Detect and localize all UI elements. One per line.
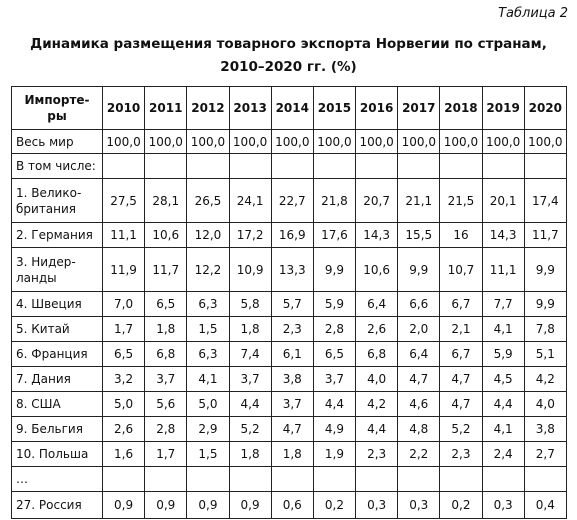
value-cell: 4,7 [440,367,482,392]
country-cell [12,342,103,367]
table-row [12,467,567,492]
country-cell [12,292,103,317]
country-name-line: 7. Дания [16,372,71,386]
value-cell: 3,8 [524,417,566,442]
year-header: 2015 [313,87,355,130]
value-cell [440,467,482,492]
value-cell: 4,1 [482,317,524,342]
value-cell: 9,9 [524,292,566,317]
value-cell: 4,2 [524,367,566,392]
country-name-line: 9. Бельгия [16,422,83,436]
table-row [12,367,567,392]
value-cell: 4,4 [313,392,355,417]
year-header: 2020 [524,87,566,130]
value-cell: 0,6 [271,492,313,519]
value-cell: 0,4 [524,492,566,519]
value-cell: 4,7 [398,367,440,392]
value-cell [145,154,187,179]
value-cell: 11,9 [103,248,145,292]
country-cell [12,467,103,492]
year-header: 2016 [356,87,398,130]
value-cell [229,467,271,492]
value-cell: 6,4 [356,292,398,317]
value-cell: 21,5 [440,179,482,223]
value-cell: 2,0 [398,317,440,342]
value-cell: 21,8 [313,179,355,223]
country-cell [12,442,103,467]
country-name-line: … [16,472,28,486]
value-cell: 6,5 [103,342,145,367]
value-cell: 2,6 [103,417,145,442]
value-cell: 1,7 [103,317,145,342]
value-cell: 6,8 [356,342,398,367]
value-cell: 4,4 [356,417,398,442]
value-cell: 2,7 [524,442,566,467]
table-row [12,248,567,292]
value-cell: 5,6 [145,392,187,417]
value-cell: 100,0 [524,130,566,154]
value-cell: 14,3 [356,223,398,248]
value-cell: 4,0 [356,367,398,392]
country-cell [12,248,103,292]
importers-header [12,87,103,130]
value-cell: 100,0 [356,130,398,154]
country-cell [12,179,103,223]
year-header: 2019 [482,87,524,130]
value-cell: 12,0 [187,223,229,248]
value-cell: 2,3 [356,442,398,467]
value-cell: 0,9 [187,492,229,519]
value-cell: 16,9 [271,223,313,248]
value-cell: 9,9 [313,248,355,292]
value-cell: 5,8 [229,292,271,317]
value-cell: 11,1 [482,248,524,292]
value-cell: 4,5 [482,367,524,392]
value-cell [440,154,482,179]
country-cell [12,317,103,342]
value-cell [271,467,313,492]
value-cell: 1,8 [229,442,271,467]
value-cell: 4,7 [271,417,313,442]
table-row [12,179,567,223]
value-cell [187,154,229,179]
value-cell: 4,1 [482,417,524,442]
value-cell: 2,6 [356,317,398,342]
value-cell: 4,8 [398,417,440,442]
value-cell: 11,1 [103,223,145,248]
country-name-line: 4. Швеция [16,297,82,311]
value-cell: 3,8 [271,367,313,392]
value-cell: 15,5 [398,223,440,248]
value-cell: 100,0 [229,130,271,154]
value-cell: 3,7 [313,367,355,392]
year-header: 2011 [145,87,187,130]
value-cell [482,154,524,179]
value-cell [524,467,566,492]
value-cell: 5,9 [482,342,524,367]
country-name-line: 6. Франция [16,347,88,361]
value-cell: 9,9 [524,248,566,292]
year-header: 2012 [187,87,229,130]
table-body [12,130,567,519]
value-cell: 27,5 [103,179,145,223]
value-cell: 2,2 [398,442,440,467]
country-name-line: 10. Польша [16,447,89,461]
value-cell: 5,0 [187,392,229,417]
table-row [12,130,567,154]
value-cell: 6,1 [271,342,313,367]
value-cell: 10,9 [229,248,271,292]
value-cell: 28,1 [145,179,187,223]
value-cell: 100,0 [187,130,229,154]
value-cell [313,467,355,492]
value-cell: 7,0 [103,292,145,317]
value-cell: 3,2 [103,367,145,392]
value-cell: 100,0 [440,130,482,154]
value-cell: 6,3 [187,342,229,367]
value-cell: 22,7 [271,179,313,223]
value-cell: 7,7 [482,292,524,317]
value-cell: 1,8 [271,442,313,467]
value-cell: 2,3 [440,442,482,467]
value-cell: 2,1 [440,317,482,342]
value-cell [187,467,229,492]
value-cell: 5,0 [103,392,145,417]
country-name-line: 8. США [16,397,61,411]
value-cell: 1,9 [313,442,355,467]
value-cell: 4,6 [398,392,440,417]
value-cell: 9,9 [398,248,440,292]
year-header: 2013 [229,87,271,130]
value-cell: 17,6 [313,223,355,248]
value-cell: 4,4 [229,392,271,417]
value-cell: 1,5 [187,442,229,467]
value-cell: 4,4 [482,392,524,417]
value-cell: 0,2 [440,492,482,519]
value-cell: 24,1 [229,179,271,223]
value-cell: 6,7 [440,292,482,317]
table-caption: Таблица 2 [498,6,568,21]
table-row [12,492,567,519]
country-cell [12,492,103,519]
value-cell: 0,3 [356,492,398,519]
value-cell [524,154,566,179]
country-cell [12,392,103,417]
value-cell: 17,2 [229,223,271,248]
country-name-line: 3. Нидер- [16,254,76,269]
value-cell [271,154,313,179]
country-name-line: британия [16,201,77,216]
value-cell: 2,9 [187,417,229,442]
value-cell: 4,9 [313,417,355,442]
value-cell: 5,1 [524,342,566,367]
value-cell: 14,3 [482,223,524,248]
value-cell [356,154,398,179]
value-cell: 6,5 [145,292,187,317]
value-cell: 4,0 [524,392,566,417]
country-cell [12,130,103,154]
table-row [12,392,567,417]
value-cell: 3,7 [145,367,187,392]
value-cell: 16 [440,223,482,248]
value-cell: 5,9 [313,292,355,317]
value-cell: 1,6 [103,442,145,467]
value-cell: 5,7 [271,292,313,317]
country-cell [12,417,103,442]
value-cell [145,467,187,492]
value-cell: 4,7 [440,392,482,417]
value-cell: 5,2 [440,417,482,442]
country-cell [12,154,103,179]
importers-header-line: ры [47,109,67,123]
value-cell: 4,2 [356,392,398,417]
year-header: 2010 [103,87,145,130]
table-row [12,317,567,342]
value-cell: 100,0 [398,130,440,154]
value-cell: 17,4 [524,179,566,223]
value-cell: 5,2 [229,417,271,442]
value-cell: 1,5 [187,317,229,342]
value-cell: 6,4 [398,342,440,367]
value-cell: 2,8 [313,317,355,342]
export-table [11,86,567,519]
year-header: 2017 [398,87,440,130]
table-row [12,342,567,367]
value-cell: 12,2 [187,248,229,292]
value-cell [482,467,524,492]
value-cell: 26,5 [187,179,229,223]
value-cell [103,467,145,492]
value-cell: 0,9 [103,492,145,519]
value-cell: 1,8 [229,317,271,342]
value-cell: 21,1 [398,179,440,223]
year-header: 2018 [440,87,482,130]
value-cell: 4,1 [187,367,229,392]
value-cell: 7,4 [229,342,271,367]
table-row [12,417,567,442]
country-name-line: Весь мир [16,134,74,149]
value-cell [229,154,271,179]
value-cell: 20,7 [356,179,398,223]
value-cell [103,154,145,179]
value-cell: 1,8 [145,317,187,342]
value-cell [356,467,398,492]
value-cell: 3,7 [271,392,313,417]
value-cell: 0,2 [313,492,355,519]
country-name-line: 2. Германия [16,228,93,242]
country-name-line: 5. Китай [16,322,70,336]
value-cell: 6,5 [313,342,355,367]
country-cell [12,223,103,248]
value-cell: 100,0 [103,130,145,154]
header-row [12,87,567,130]
year-header: 2014 [271,87,313,130]
table-title-line-1: Динамика размещения товарного экспорта Норвегии по странам, [30,36,547,52]
value-cell: 6,7 [440,342,482,367]
value-cell: 2,4 [482,442,524,467]
country-name-line: 1. Велико- [16,185,82,200]
value-cell [398,154,440,179]
value-cell: 0,3 [398,492,440,519]
value-cell: 0,9 [229,492,271,519]
table-title [0,33,577,79]
table-title-line-2: 2010–2020 гг. (%) [220,59,357,75]
value-cell: 3,7 [229,367,271,392]
value-cell: 1,7 [145,442,187,467]
table-row [12,223,567,248]
importers-header-line: Импорте- [24,93,90,107]
value-cell: 10,7 [440,248,482,292]
value-cell: 7,8 [524,317,566,342]
value-cell [313,154,355,179]
value-cell: 2,3 [271,317,313,342]
value-cell: 0,3 [482,492,524,519]
value-cell: 2,8 [145,417,187,442]
value-cell: 0,9 [145,492,187,519]
table-row [12,154,567,179]
value-cell: 100,0 [482,130,524,154]
value-cell: 11,7 [145,248,187,292]
value-cell: 100,0 [145,130,187,154]
value-cell: 11,7 [524,223,566,248]
country-name-line: В том числе: [16,159,96,173]
value-cell [398,467,440,492]
value-cell: 10,6 [356,248,398,292]
table-row [12,442,567,467]
table-row [12,292,567,317]
value-cell: 100,0 [313,130,355,154]
country-cell [12,367,103,392]
value-cell: 6,3 [187,292,229,317]
value-cell: 100,0 [271,130,313,154]
country-name-line: 27. Россия [16,498,82,512]
value-cell: 13,3 [271,248,313,292]
value-cell: 6,8 [145,342,187,367]
value-cell: 20,1 [482,179,524,223]
value-cell: 6,6 [398,292,440,317]
value-cell: 10,6 [145,223,187,248]
country-name-line: ланды [16,270,57,285]
